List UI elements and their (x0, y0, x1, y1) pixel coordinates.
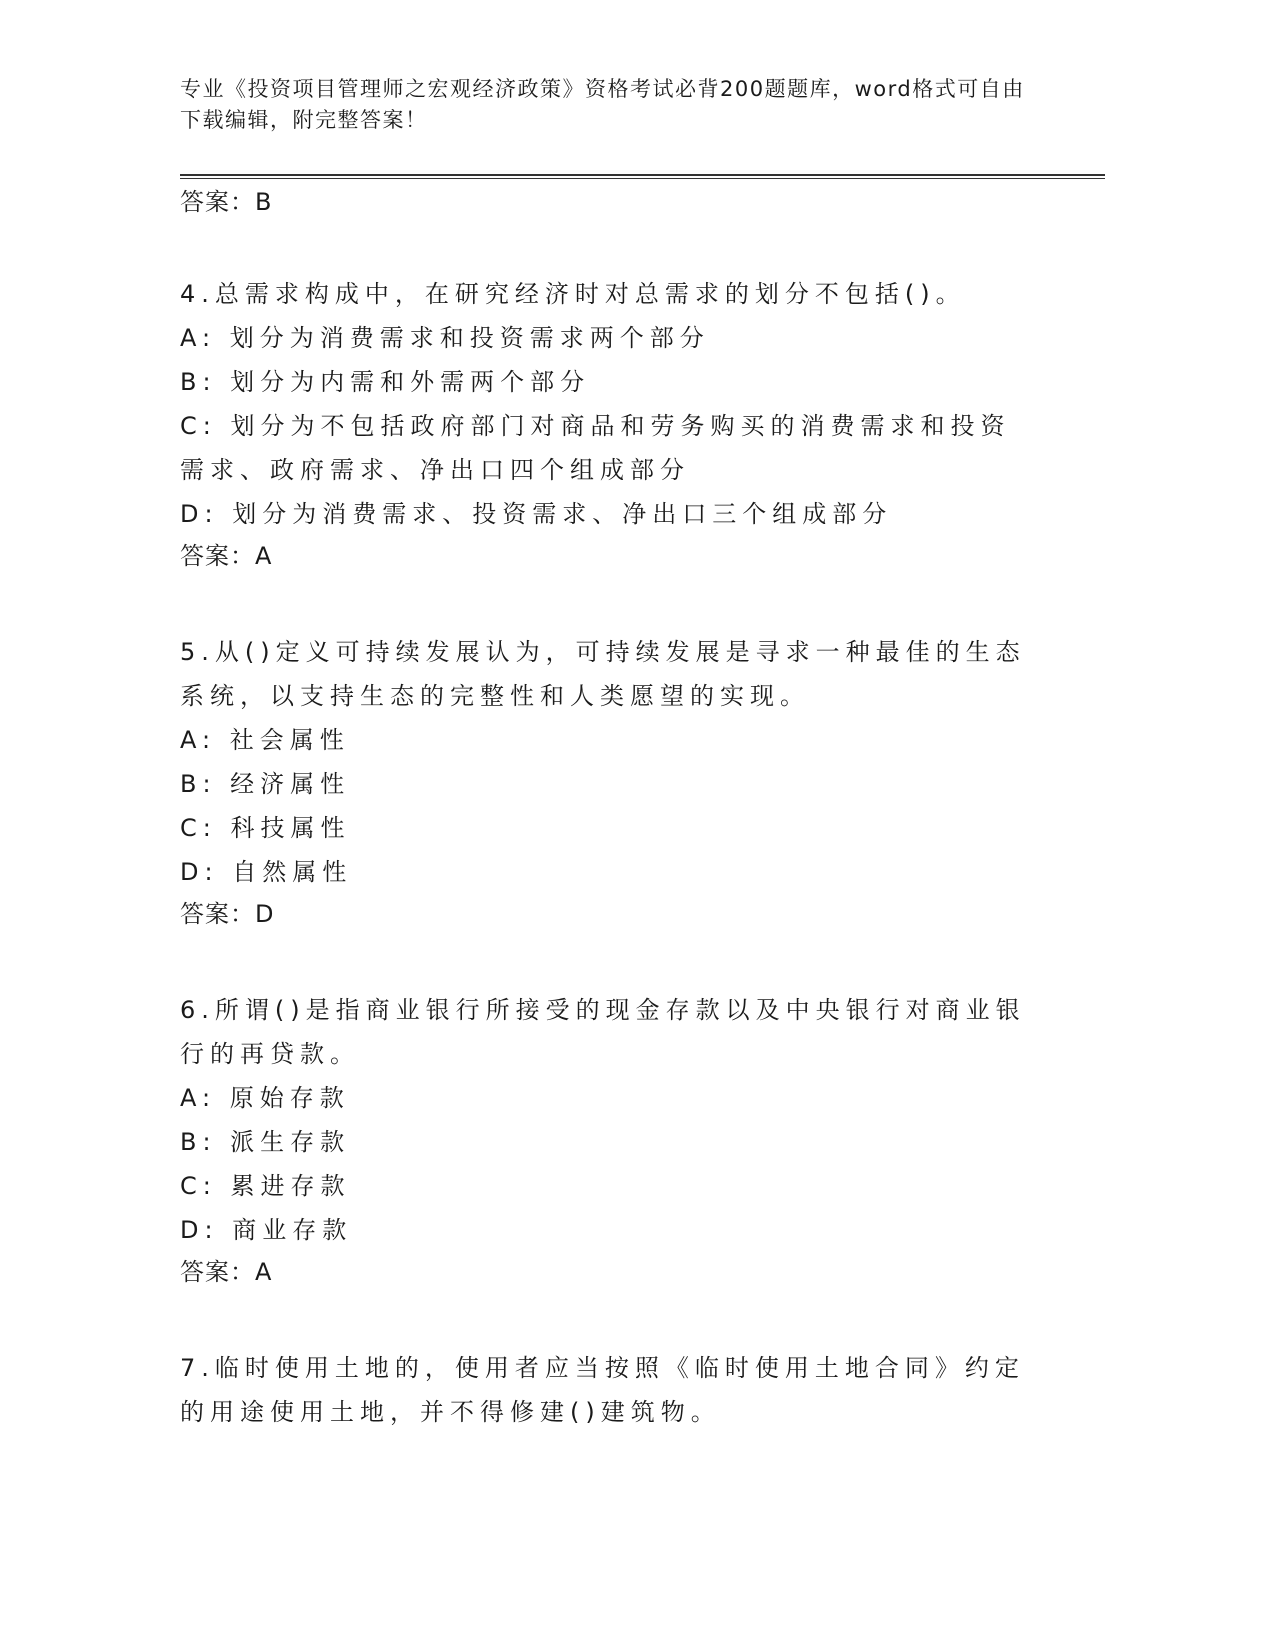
question-stem: 4.总需求构成中，在研究经济时对总需求的划分不包括()。 (180, 280, 966, 308)
option-d: D: 划分为消费需求、投资需求、净出口三个组成部分 (180, 500, 893, 528)
option-a: A: 划分为消费需求和投资需求两个部分 (180, 324, 710, 352)
option-c: C: 科技属性 (180, 814, 351, 842)
option-c: C: 累进存款 (180, 1172, 351, 1200)
document-body (180, 186, 1100, 1434)
question-4 (180, 272, 1100, 572)
option-d: D: 自然属性 (180, 858, 353, 886)
question-stem: 7.临时使用土地的，使用者应当按照《临时使用土地合同》约定的用途使用土地，并不得修建()建筑物。 (180, 1354, 1025, 1426)
answer-line: 答案：A (180, 542, 273, 570)
question-6 (180, 988, 1100, 1288)
option-b: B: 划分为内需和外需两个部分 (180, 368, 591, 396)
answer-line: 答案：D (180, 900, 275, 928)
answer-line: 答案：B (180, 188, 273, 216)
document-header: 专业《投资项目管理师之宏观经济政策》资格考试必背200题题库，word格式可自由下载编辑，附完整答案！ (180, 77, 1025, 132)
question-stem: 5.从()定义可持续发展认为，可持续发展是寻求一种最佳的生态系统，以支持生态的完整性和人类愿望的实现。 (180, 638, 1026, 710)
option-b: B: 派生存款 (180, 1128, 351, 1156)
option-a: A: 原始存款 (180, 1084, 350, 1112)
option-c: C: 划分为不包括政府部门对商品和劳务购买的消费需求和投资需求、政府需求、净出口四个组成部分 (180, 412, 1011, 484)
option-a: A: 社会属性 (180, 726, 350, 754)
option-d: D: 商业存款 (180, 1216, 353, 1244)
option-b: B: 经济属性 (180, 770, 351, 798)
answer-line: 答案：A (180, 1258, 273, 1286)
question-stem: 6.所谓()是指商业银行所接受的现金存款以及中央银行对商业银行的再贷款。 (180, 996, 1026, 1068)
question-7 (180, 1346, 1100, 1434)
header-divider (180, 174, 1105, 179)
question-5 (180, 630, 1100, 930)
